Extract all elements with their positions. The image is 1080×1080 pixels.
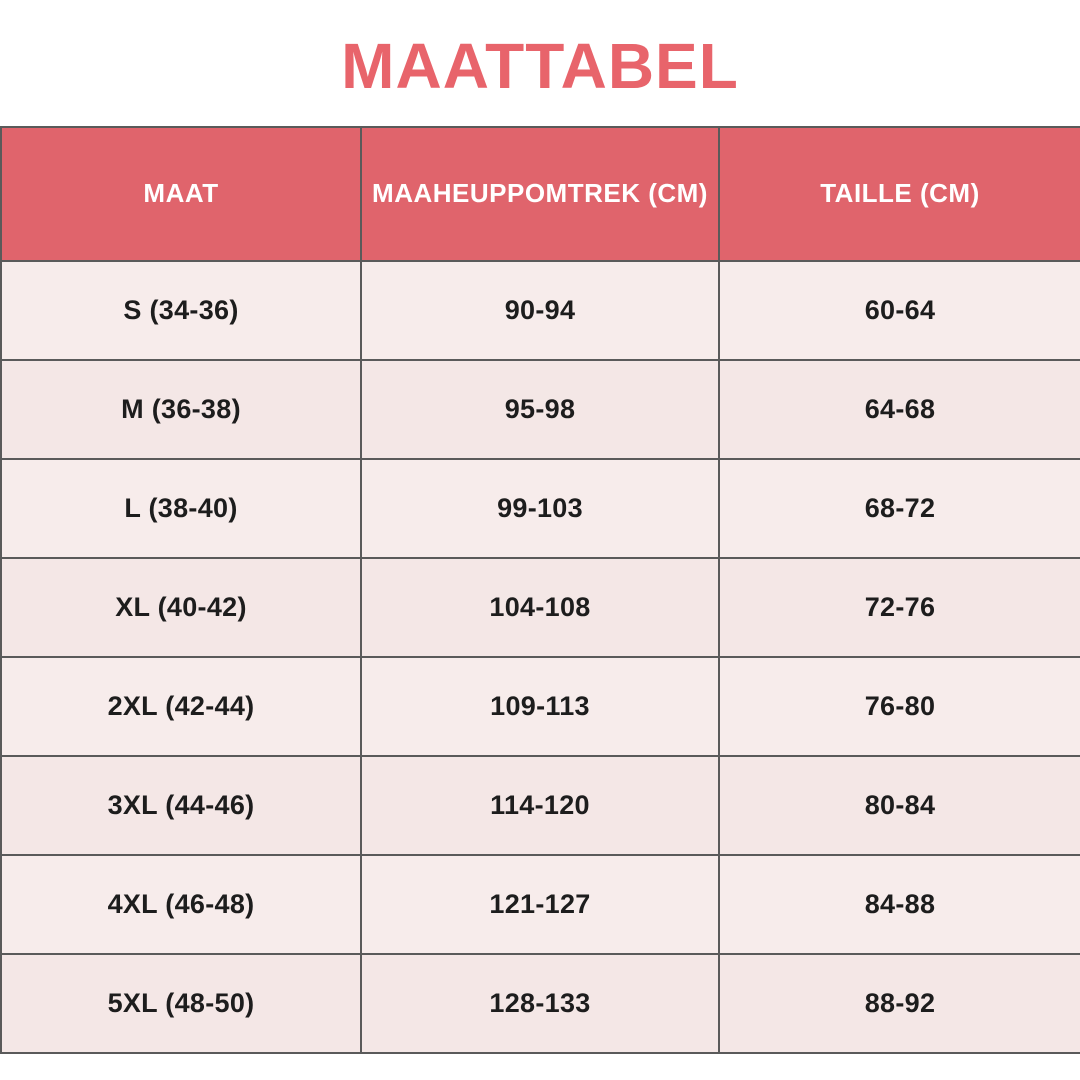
table-header-row xyxy=(1,127,1080,261)
cell-hip: 121-127 xyxy=(361,855,719,954)
table-row xyxy=(1,360,1080,459)
table-body xyxy=(1,261,1080,1053)
cell-waist: 68-72 xyxy=(719,459,1080,558)
table-row xyxy=(1,756,1080,855)
table-row xyxy=(1,261,1080,360)
cell-waist: 64-68 xyxy=(719,360,1080,459)
table-header xyxy=(1,127,1080,261)
page-title: MAATTABEL xyxy=(341,30,739,102)
cell-size: S (34-36) xyxy=(1,261,361,360)
size-table xyxy=(0,126,1080,1054)
cell-size: M (36-38) xyxy=(1,360,361,459)
cell-hip: 109-113 xyxy=(361,657,719,756)
column-header-hip: MAAHEUPPOMTREK (CM) xyxy=(361,127,719,261)
column-header-size: MAAT xyxy=(1,127,361,261)
table-row xyxy=(1,459,1080,558)
cell-hip: 90-94 xyxy=(361,261,719,360)
table-row xyxy=(1,855,1080,954)
cell-waist: 76-80 xyxy=(719,657,1080,756)
table-row xyxy=(1,558,1080,657)
cell-waist: 60-64 xyxy=(719,261,1080,360)
cell-size: L (38-40) xyxy=(1,459,361,558)
cell-waist: 84-88 xyxy=(719,855,1080,954)
cell-waist: 88-92 xyxy=(719,954,1080,1053)
cell-hip: 95-98 xyxy=(361,360,719,459)
cell-hip: 104-108 xyxy=(361,558,719,657)
cell-size: 5XL (48-50) xyxy=(1,954,361,1053)
table-row xyxy=(1,657,1080,756)
cell-size: 4XL (46-48) xyxy=(1,855,361,954)
cell-hip: 99-103 xyxy=(361,459,719,558)
cell-waist: 80-84 xyxy=(719,756,1080,855)
cell-hip: 114-120 xyxy=(361,756,719,855)
cell-size: 2XL (42-44) xyxy=(1,657,361,756)
column-header-waist: TAILLE (CM) xyxy=(719,127,1080,261)
cell-waist: 72-76 xyxy=(719,558,1080,657)
cell-size: XL (40-42) xyxy=(1,558,361,657)
cell-hip: 128-133 xyxy=(361,954,719,1053)
cell-size: 3XL (44-46) xyxy=(1,756,361,855)
table-row xyxy=(1,954,1080,1053)
